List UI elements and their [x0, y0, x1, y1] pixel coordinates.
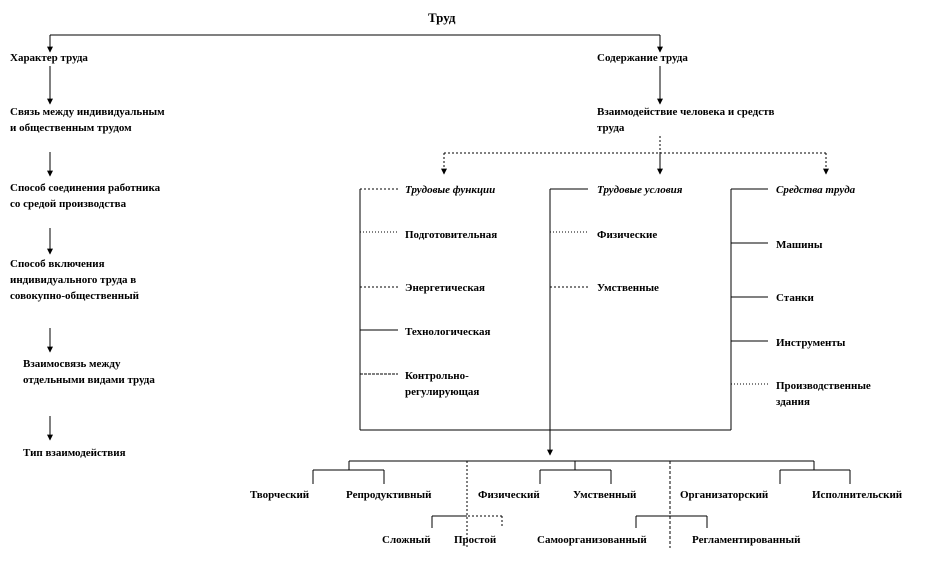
left-item-4: Взаимосвязь между отдельными видами труда: [23, 358, 155, 386]
conditions-title: Трудовые условия: [597, 184, 683, 196]
type-organizational: Организаторский: [680, 489, 769, 501]
right-title: Содержание труда: [597, 52, 688, 64]
type-mental: Умственный: [573, 489, 637, 501]
left-item-1: Связь между индивидуальным и общественным трудом: [10, 106, 165, 134]
type-creative: Творческий: [250, 489, 310, 501]
type-executive: Исполнительский: [812, 489, 903, 501]
type-self-organized: Самоорганизованный: [537, 534, 647, 546]
means-item-2: Станки: [776, 292, 814, 304]
condition-item-1: Физические: [597, 229, 658, 241]
condition-item-2: Умственные: [597, 282, 659, 294]
function-item-4: Контрольно-регулирующая: [405, 370, 480, 398]
means-item-4: Производственные здания: [776, 380, 871, 408]
left-item-5: Тип взаимодействия: [23, 447, 126, 459]
type-reproductive: Репродуктивный: [346, 489, 432, 501]
means-title: Средства труда: [776, 184, 856, 196]
function-item-3: Технологическая: [405, 326, 491, 338]
left-item-3: Способ включения индивидуального труда в совокупно-общественный: [10, 258, 140, 302]
type-physical: Физический: [478, 489, 540, 501]
means-item-3: Инструменты: [776, 337, 846, 349]
root-title: Труд: [428, 10, 456, 25]
means-item-1: Машины: [776, 239, 823, 251]
type-complex: Сложный: [382, 534, 431, 546]
interaction-label: Взаимодействие человека и средств труда: [597, 106, 775, 134]
type-simple: Простой: [454, 534, 497, 546]
left-item-2: Способ соединения работника со средой производства: [10, 182, 161, 210]
function-item-1: Подготовительная: [405, 229, 498, 241]
functions-title: Трудовые функции: [405, 184, 496, 196]
function-item-2: Энергетическая: [405, 282, 485, 294]
type-regulated: Регламентированный: [692, 534, 801, 546]
left-title: Характер труда: [10, 52, 88, 64]
